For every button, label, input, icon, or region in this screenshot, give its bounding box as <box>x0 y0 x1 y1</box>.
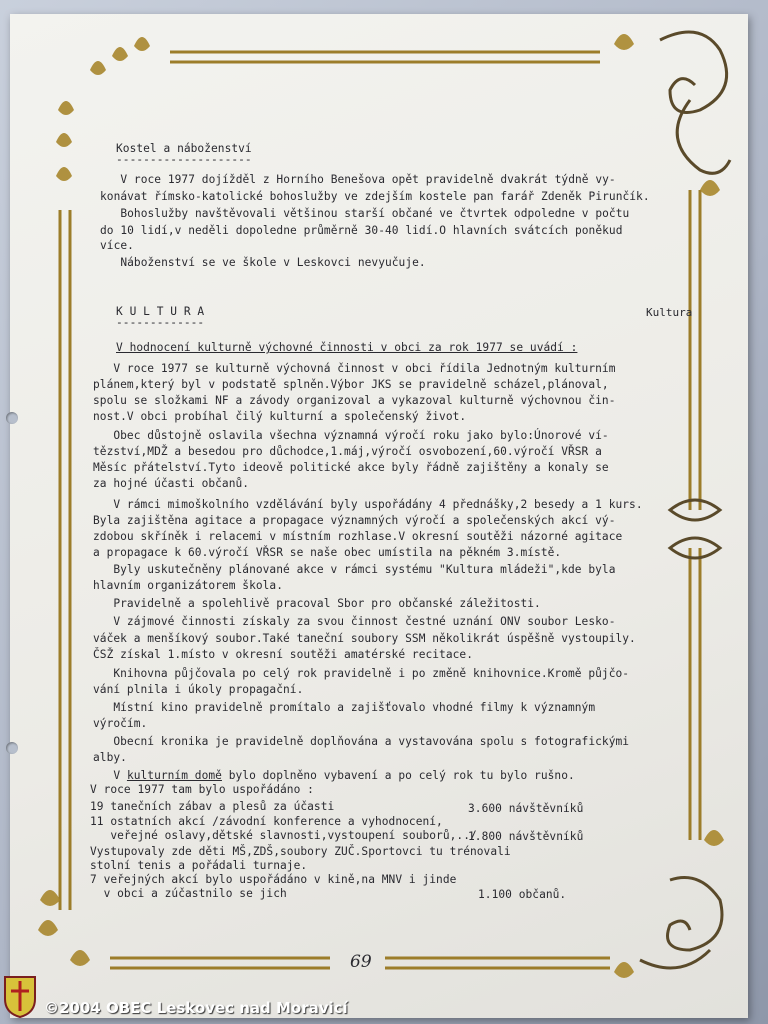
text-line: Byla zajištěna agitace a propagace významných výročí a společenských akcí vý- <box>93 514 616 527</box>
text-line: a propagace k 60.výročí VŘSR se naše obec umístila na pěkném 3.místě. <box>93 546 562 559</box>
event-value: 1.800 návštěvníků <box>468 830 584 843</box>
text-line: spolu se složkami NF a závody organizoval a vykazoval kulturně výchovnou čin- <box>93 394 616 407</box>
text-line: váček a menšíkový soubor.Také taneční soubory SSM několikrát úspěšně vystoupily. <box>93 632 636 645</box>
text-line: Místní kino pravidelně promítalo a zajišťovalo vhodné filmy k významným <box>93 701 596 714</box>
heading-rule: ------------- <box>116 316 205 329</box>
text-line: V zájmové činnosti získaly za svou činnost čestné uznání ONV soubor Lesko- <box>93 615 616 628</box>
text-line: nost.V obci probíhal čilý kulturní a společenský život. <box>93 410 467 423</box>
text-line: Byly uskutečněny plánované akce v rámci systému "Kultura mládeži",kde byla <box>93 563 616 576</box>
event-item: 7 veřejných akcí bylo uspořádáno v kině,na MNV i jinde v obci a zúčastnilo se jich <box>90 873 457 900</box>
footer-copyright: ©2004 OBEC Leskovec nad Moravicí <box>44 999 348 1017</box>
text-line: tězství,MDŽ a besedou pro důchodce,1.máj,výročí osvobození,60.výročí VŘSR a <box>93 445 602 458</box>
text-line: za hojné účasti občanů. <box>93 477 250 490</box>
text-line: ČSŽ získal 1.místo v okresní soutěži amatérské recitace. <box>93 648 473 661</box>
heading-rule: -------------------- <box>116 153 252 166</box>
text-line: hlavním organizátorem škola. <box>93 579 283 592</box>
text-line: výročím. <box>93 717 148 730</box>
text-line: vání plnila i úkoly propagační. <box>93 683 304 696</box>
text-line: Knihovna půjčovala po celý rok pravidelně i po změně knihovnice.Kromě půjčo- <box>93 667 630 680</box>
section-subheading: V hodnocení kulturně výchovné činnosti v obci za rok 1977 se uvádí : <box>116 341 578 354</box>
section-heading: K U L T U R A <box>116 305 205 318</box>
text-line: V rámci mimoškolního vzdělávání byly uspořádány 4 přednášky,2 besedy a 1 kurs. <box>93 498 643 511</box>
text-line: V roce 1977 dojížděl z Horního Benešova opět pravidelně dvakrát týdně vy- <box>100 173 616 186</box>
kulturni-dum-intro: V roce 1977 tam bylo uspořádáno : <box>90 783 314 796</box>
text-line: alby. <box>93 751 127 764</box>
event-item: Vystupovaly zde děti MŠ,ZDŠ,soubory ZUČ.Sportovci tu trénovali stolní tenis a pořádali turnaje. <box>90 845 511 872</box>
margin-note: Kultura <box>646 306 693 319</box>
text-line: plánem,který byl v podstatě splněn.Výbor JKS se pravidelně scházel,plánoval, <box>93 378 609 391</box>
text-line: více. <box>100 239 134 252</box>
event-value: 3.600 návštěvníků <box>468 802 584 815</box>
text-line: Náboženství se ve škole v Leskovci nevyučuje. <box>100 256 426 269</box>
event-item: 19 tanečních zábav a plesů za účasti <box>90 800 335 813</box>
kulturni-dum-line: V kulturním domě bylo doplněno vybavení a po celý rok tu bylo rušno. <box>93 769 575 782</box>
text-line: Obec důstojně oslavila všechna významná výročí roku jako bylo:Únorové ví- <box>93 429 609 442</box>
section-heading: Kostel a náboženství <box>116 142 252 155</box>
page-number: 69 <box>350 952 372 972</box>
text-line: Obecní kronika je pravidelně doplňována a vystavována spolu s fotografickými <box>93 735 630 748</box>
text-line: Bohoslužby navštěvovali většinou starší občané ve čtvrtek odpoledne v počtu <box>100 207 630 220</box>
event-item: 11 ostatních akcí /závodní konference a vyhodnocení, veřejné oslavy,dětské slavnosti,vystoupení souborů,../ <box>90 815 477 842</box>
text-line: zdobou skříněk i relacemi v místním rozhlase.V okresní soutěži názorné agitace <box>93 530 623 543</box>
text-line: Pravidelně a spolehlivě pracoval Sbor pro občanské záležitosti. <box>93 597 541 610</box>
event-value: 1.100 občanů. <box>478 888 567 901</box>
text-line: Měsíc přátelství.Tyto ideově politické akce byly řádně zajištěny a konaly se <box>93 461 609 474</box>
text-line: do 10 lidí,v neděli dopoledne průměrně 30-40 lidí.O hlavních svátcích poněkud <box>100 224 623 237</box>
coat-of-arms-icon <box>3 975 37 1019</box>
text-line: V roce 1977 se kulturně výchovná činnost v obci řídila Jednotným kulturním <box>93 362 616 375</box>
text-line: konávat římsko-katolické bohoslužby ve zdejším kostele pan farář Zdeněk Pirunčík. <box>100 190 650 203</box>
